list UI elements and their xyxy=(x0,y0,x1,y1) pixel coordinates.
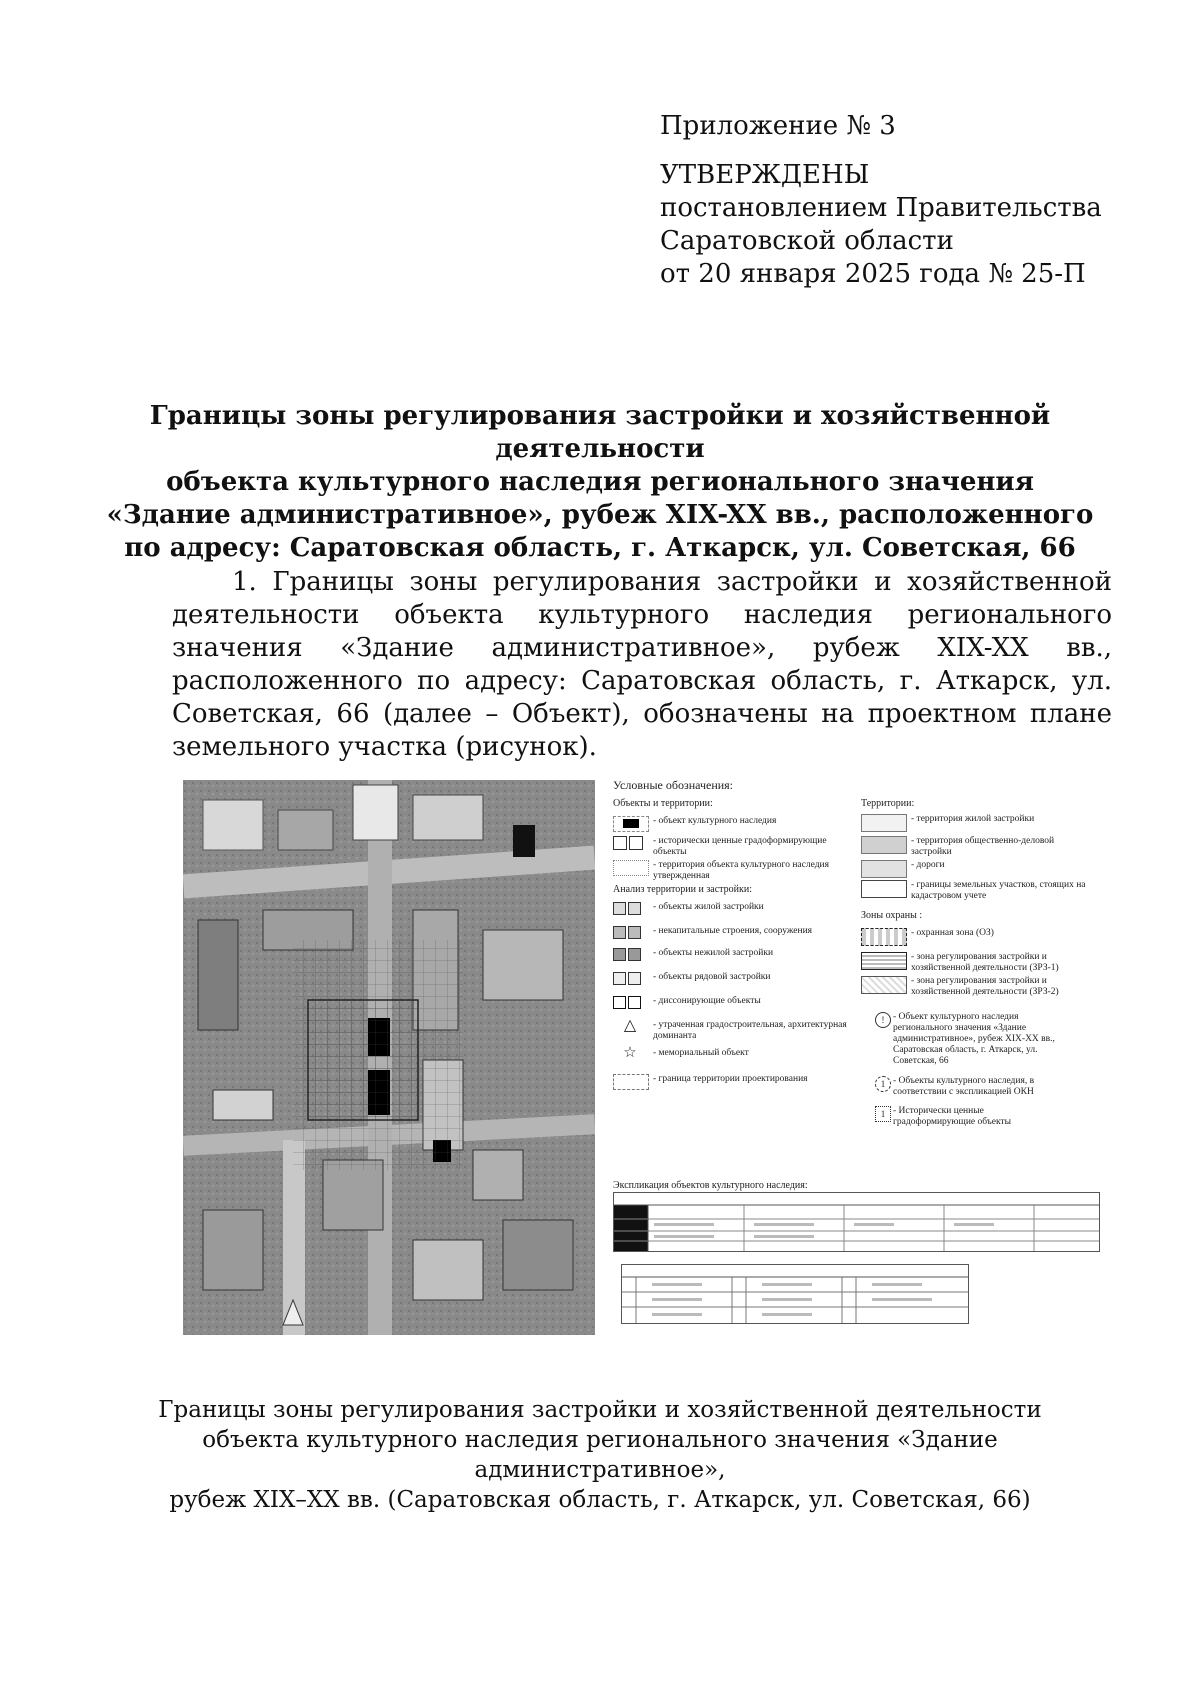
approved-heading: УТВЕРЖДЕНЫ xyxy=(660,160,870,190)
approval-line-2: Саратовской области xyxy=(660,226,954,256)
explication-table xyxy=(613,1192,1100,1252)
legend-objects-header: Объекты и территории: xyxy=(613,798,713,809)
explication-header: Экспликация объектов культурного наследия: xyxy=(613,1180,808,1191)
historic-table-lines xyxy=(622,1265,968,1323)
outline-frame-icon xyxy=(861,880,907,898)
triangle-icon: △ xyxy=(623,1017,637,1034)
light-fill-icon xyxy=(861,814,907,832)
circle-marker-icon: ! xyxy=(875,1012,891,1028)
legend-title: Условные обозначения: xyxy=(613,778,734,792)
site-plan-figure xyxy=(183,780,1108,1335)
road-fill-icon xyxy=(861,860,907,878)
gray-fill-icon xyxy=(861,836,907,854)
double-square-icon xyxy=(613,926,647,940)
title-line-3: «Здание административное», рубеж XIX-XX вв., расположенного xyxy=(106,500,1094,530)
black-square-icon xyxy=(613,816,649,832)
double-square-icon xyxy=(613,902,647,916)
approval-line-1: постановлением Правительства xyxy=(660,193,1102,223)
hatched-frame-icon xyxy=(861,928,907,946)
dashed-circle-icon: 1 xyxy=(875,1076,891,1092)
explication-table-lines xyxy=(614,1193,1099,1251)
double-square-icon xyxy=(613,996,647,1010)
double-square-icon xyxy=(613,972,647,986)
body-paragraph: 1. Границы зоны регулирования застройки и хозяйственной деятельности объекта культурного наследия регионального значения «Здание административное», рубеж XIX-XX вв., расположенного по адресу: Саратовская область, г. Аткарск, ул. Советская, 66 (далее – Объект), обозначены на проектном плане земельного участка (рисунок). xyxy=(172,567,1112,762)
approval-line-3: от 20 января 2025 года № 25-П xyxy=(660,259,1086,289)
dotted-fill-icon xyxy=(861,952,907,970)
caption-line-3: рубеж XIX–XX вв. (Саратовская область, г. Аткарск, ул. Советская, 66) xyxy=(169,1487,1031,1513)
approval-block xyxy=(660,110,1140,291)
title-line-2: объекта культурного наследия регионального значения xyxy=(166,467,1034,497)
historic-objects-table xyxy=(621,1264,969,1324)
map-drawing xyxy=(183,780,595,1335)
aerial-map xyxy=(183,780,595,1335)
appendix-number: Приложение № 3 xyxy=(660,111,896,141)
figure-caption xyxy=(100,1395,1100,1515)
title-line-4: по адресу: Саратовская область, г. Аткарск, ул. Советская, 66 xyxy=(124,533,1076,563)
double-square-icon xyxy=(613,948,647,962)
title-line-1: Границы зоны регулирования застройки и хозяйственной деятельности xyxy=(149,401,1051,464)
legend-analysis-header: Анализ территории и застройки: xyxy=(613,884,753,895)
dotted-frame-icon xyxy=(613,860,649,876)
document-title xyxy=(100,400,1100,565)
legend-territories-header: Территории: xyxy=(861,798,915,809)
dashed-frame-icon xyxy=(613,1074,649,1090)
legend-zones-header: Зоны охраны : xyxy=(861,910,923,921)
star-icon: ☆ xyxy=(623,1045,637,1061)
double-square-icon xyxy=(613,836,647,850)
light-hatch-icon xyxy=(861,976,907,994)
legend-panel: Условные обозначения: Объекты и территории: - объект культурного наследия - исторически ценные градоформирующие объекты - территория объекта культурного наследия утвержденная Анализ территории и застройки: - объекты жилой застройки - некапитальные строения, сооружения - объекты нежилой застройки - объекты рядовой застройки - диссонирующие объекты △ - утраченная градостроительная, архитектурная доминанта ☆ - мемориальный объект - граница территории проектирования Территории: - территория жилой застройки - территория общественно-деловой застройки - дороги - границы земельных участков, стоящих на кадастровом учете Зоны охраны : - охранная зона (ОЗ) - зона регулирования застройки и хозяйственной деятельности (ЗРЗ-1) - зона регулирования застройки и хозяйственной деятельности (ЗРЗ-2) ! - Объект культурного наследия регионального значения «Здание административное», рубеж XIX-XX вв., Саратовская область, г. Аткарск, ул. Советская, 66 1 - Объекты культурного наследия, в соответствии с экспликацией ОКН 1 - Исторически ценные градоформирующие объекты Экспликация объектов культурного наследия: xyxy=(613,780,1108,1335)
caption-line-1: Границы зоны регулирования застройки и хозяйственной деятельности xyxy=(158,1397,1042,1423)
dotted-square-icon: 1 xyxy=(875,1106,891,1122)
caption-line-2: объекта культурного наследия регионального значения «Здание административное», xyxy=(202,1427,998,1483)
